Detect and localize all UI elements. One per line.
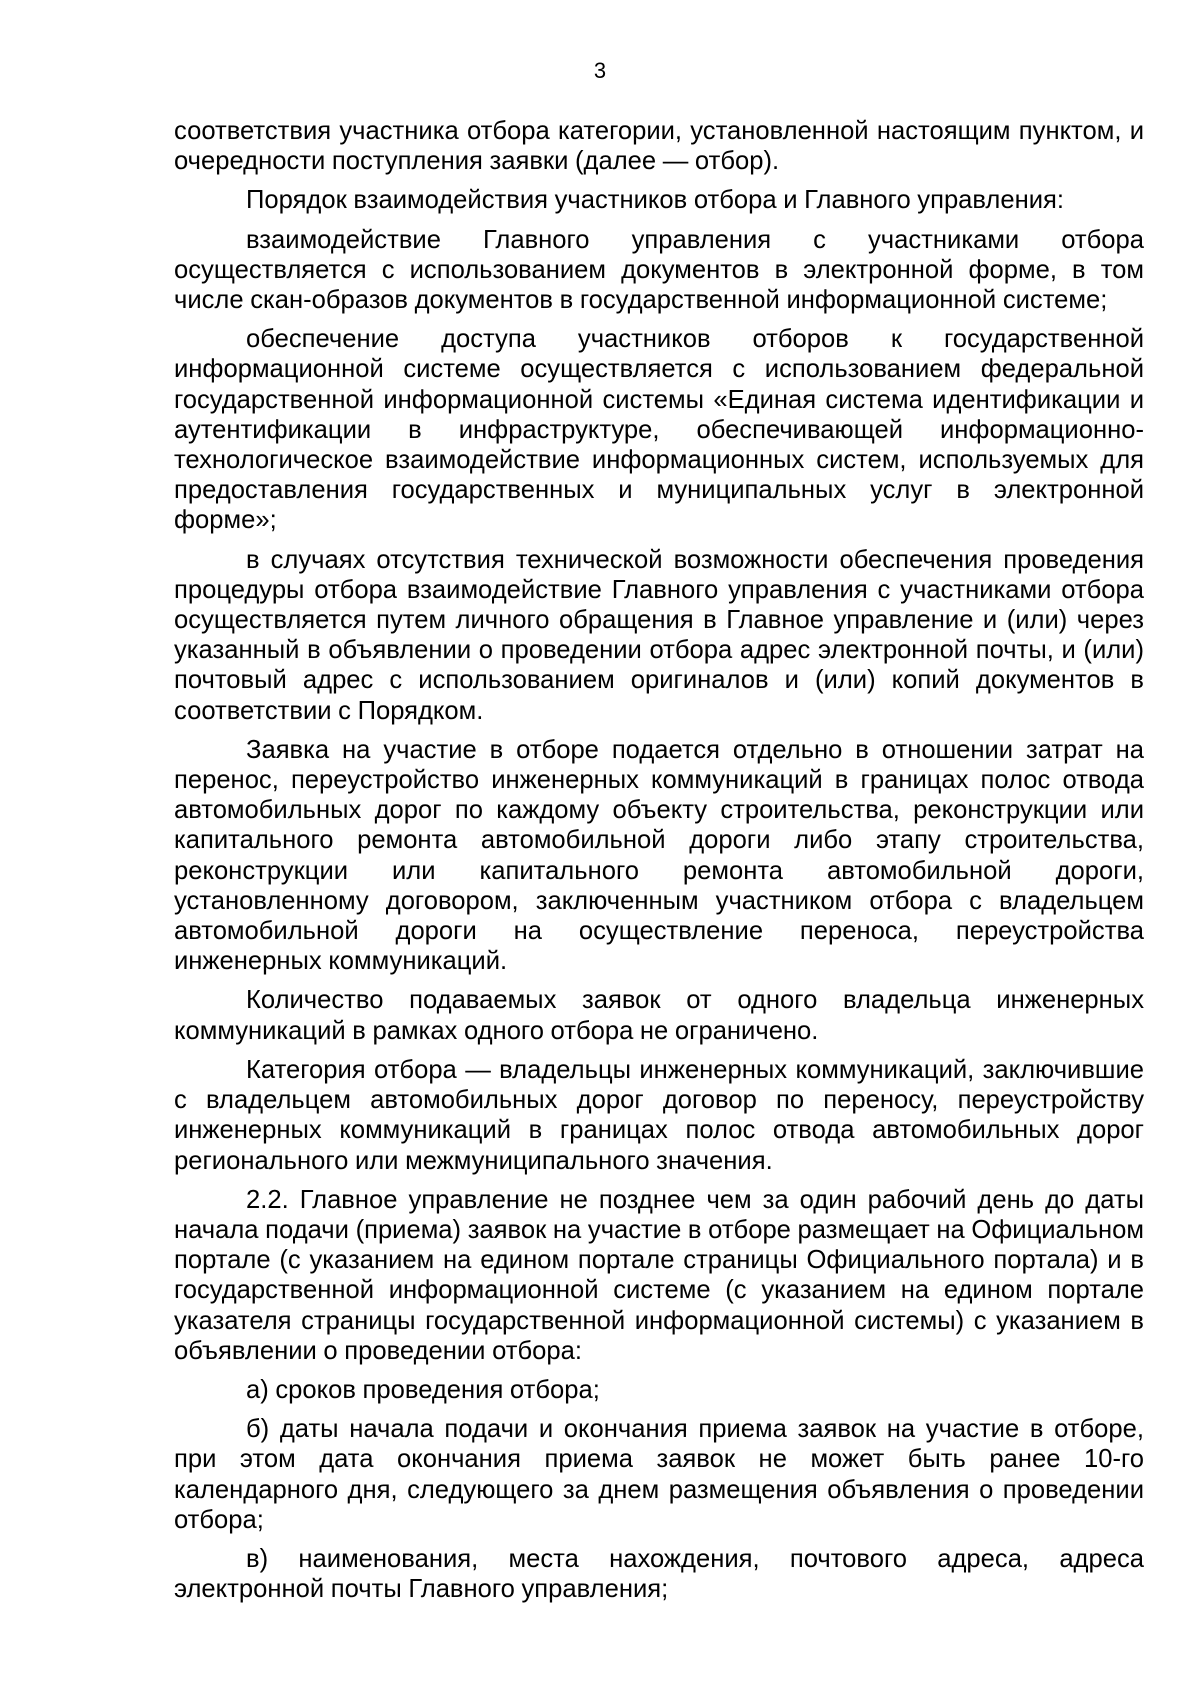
paragraph-continuation: соответствия участника отбора категории, установленной настоящим пунктом, и очередности поступления заявки (далее — отбор). xyxy=(174,117,1144,176)
paragraph-selection-category: Категория отбора — владельцы инженерных коммуникаций, заключившие с владельцем автомобильных дорог договор по переносу, переустройству инженерных коммуникаций в границах полос отвода автомобильных дорог регионального или межмуниципального значения. xyxy=(174,1055,1144,1175)
paragraph-access-esia: обеспечение доступа участников отборов к государственной информационной системе осуществляется с использованием федеральной государственной информационной системы «Единая система идентификации и аутентификации в инфраструктуре, обеспечивающей информационно-технологическое взаимодействие информационных систем, используемых для предоставления государственных и муниципальных услуг в электронной форме»; xyxy=(174,325,1144,535)
page-number: 3 xyxy=(593,58,607,83)
list-item-b: б) даты начала подачи и окончания приема заявок на участие в отборе, при этом дата окончания приема заявок не может быть ранее 10-го календарного дня, следующего за днем размещения объявления о проведении отбора; xyxy=(174,1415,1144,1534)
paragraph-interaction-order: Порядок взаимодействия участников отбора и Главного управления: xyxy=(246,186,1064,215)
list-item-a: а) сроков проведения отбора; xyxy=(246,1375,600,1404)
paragraph-no-technical-possibility: в случаях отсутствия технической возможности обеспечения проведения процедуры отбора взаимодействие Главного управления с участниками отбора осуществляется путем личного обращения в Главное управление и (или) через указанный в объявлении о проведении отбора адрес электронной почты, и (или) почтовый адрес с использованием оригиналов и (или) копий документов в соответствии с Порядком. xyxy=(174,545,1144,725)
paragraph-section-2-2: 2.2. Главное управление не позднее чем за один рабочий день до даты начала подачи (приема) заявок на участие в отборе размещает на Официальном портале (с указанием на едином портале страницы Официального портала) и в государственной информационной системе (с указанием на едином портале указателя страницы государственной информационной системы) с указанием в объявлении о проведении отбора: xyxy=(174,1185,1144,1365)
paragraph-application-submission: Заявка на участие в отборе подается отдельно в отношении затрат на перенос, переустройство инженерных коммуникаций в границах полос отвода автомобильных дорог по каждому объекту строительства, реконструкции или капитального ремонта автомобильной дороги либо этапу строительства, реконструкции или капитального ремонта автомобильной дороги, установленному договором, заключенным участником отбора с владельцем автомобильной дороги на осуществление переноса, переустройства инженерных коммуникаций. xyxy=(174,735,1144,976)
paragraph-application-count: Количество подаваемых заявок от одного владельца инженерных коммуникаций в рамках одного отбора не ограничено. xyxy=(174,986,1144,1045)
list-item-v: в) наименования, места нахождения, почтового адреса, адреса электронной почты Главного управления; xyxy=(174,1544,1144,1604)
paragraph-electronic-documents: взаимодействие Главного управления с участниками отбора осуществляется с использованием документов в электронной форме, в том числе скан-образов документов в государственной информационной системе; xyxy=(174,225,1144,315)
document-body xyxy=(174,116,1144,1613)
